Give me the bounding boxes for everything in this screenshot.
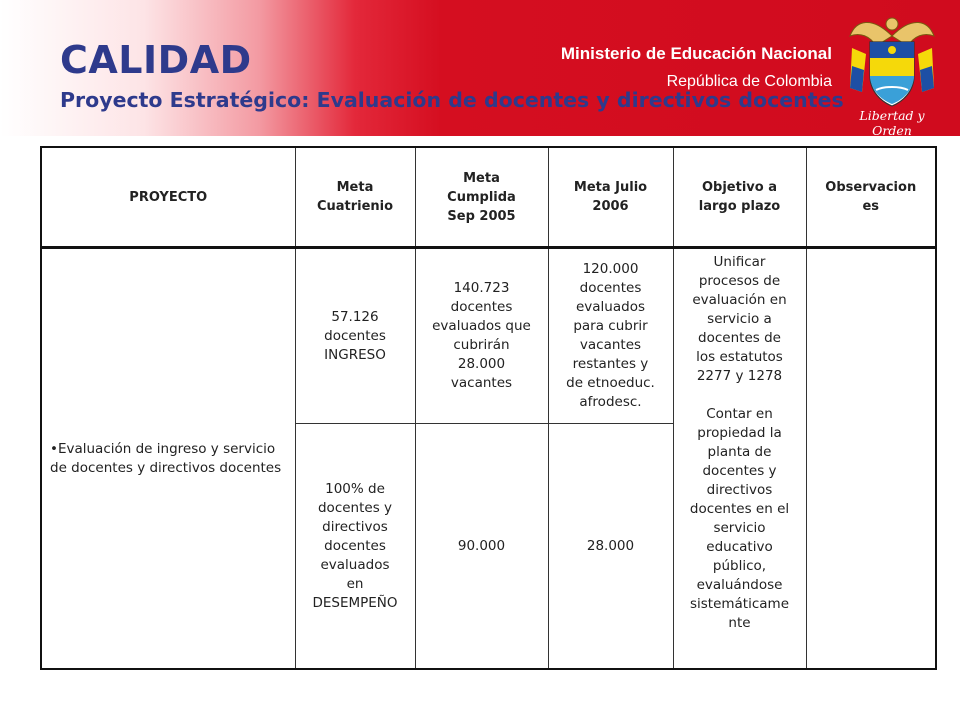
observaciones-cell — [806, 248, 936, 670]
row1-meta-cuatrienio: 57.126 docentes INGRESO — [295, 248, 415, 424]
project-cell: •Evaluación de ingreso y servicio de docentes y directivos docentes — [41, 248, 295, 670]
row2-meta-cuatrienio: 100% de docentes y directivos docentes evaluados en DESEMPEÑO — [295, 424, 415, 670]
row1-meta-cumplida: 140.723 docentes evaluados que cubrirán 28.000 vacantes — [415, 248, 548, 424]
ministry-country: República de Colombia — [666, 73, 832, 90]
header-meta-cuatrienio: Meta Cuatrienio — [295, 147, 415, 248]
header-observaciones: Observacion es — [806, 147, 936, 248]
header-meta-cumplida: Meta Cumplida Sep 2005 — [415, 147, 548, 248]
objetivo-cell: Unificar procesos de evaluación en servicio a docentes de los estatutos 2277 y 1278 Contar en propiedad la planta de docentes y directivos docentes en el servicio educativo público, evaluándose sistemáticame nte — [673, 248, 806, 670]
ministry-block — [561, 44, 832, 92]
header-meta-julio: Meta Julio 2006 — [548, 147, 673, 248]
table-row — [41, 248, 936, 424]
page-title: CALIDAD — [60, 38, 252, 82]
ministry-name: Ministerio de Educación Nacional — [560, 44, 832, 63]
header-objetivo: Objetivo a largo plazo — [673, 147, 806, 248]
row1-meta-julio: 120.000 docentes evaluados para cubrir vacantes restantes y de etnoeduc. afrodesc. — [548, 248, 673, 424]
row2-meta-cumplida: 90.000 — [415, 424, 548, 670]
goals-table — [40, 146, 937, 670]
page-subtitle: Proyecto Estratégico: Evaluación de docentes y directivos docentes — [60, 88, 844, 112]
table-header-row — [41, 147, 936, 248]
row2-meta-julio: 28.000 — [548, 424, 673, 670]
header-proyecto: PROYECTO — [41, 147, 295, 248]
crest-motto: Libertad y Orden — [859, 108, 925, 138]
